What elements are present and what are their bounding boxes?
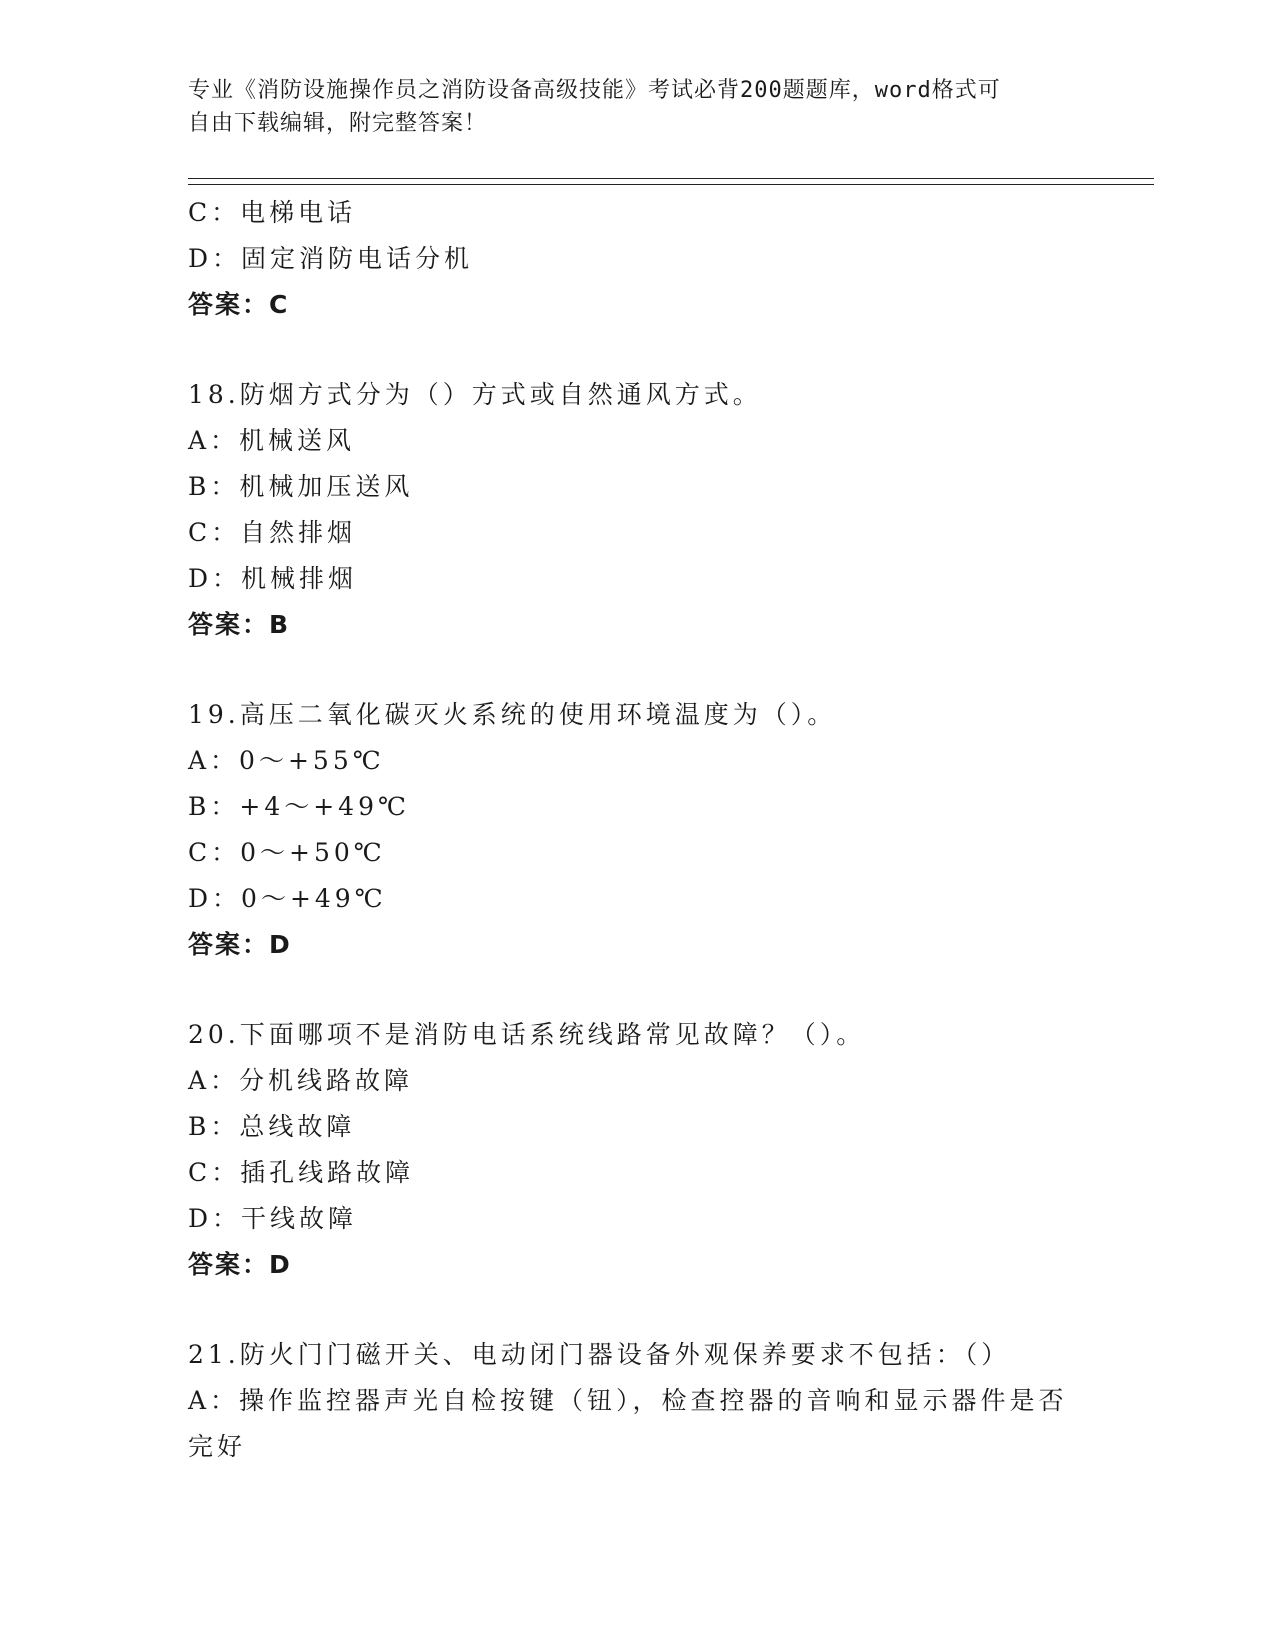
question-19	[188, 692, 1088, 968]
option-c: C：自然排烟	[188, 518, 357, 547]
option-a: A：0～+55℃	[188, 746, 385, 775]
question-list	[188, 190, 1088, 1470]
option-a: A：分机线路故障	[188, 1066, 414, 1095]
header-line-1: 专业《消防设施操作员之消防设备高级技能》考试必背200题题库，word格式可	[188, 78, 1001, 103]
option-a: A：机械送风	[188, 426, 356, 455]
option-b: B：+4～+49℃	[188, 792, 410, 821]
header-line-2: 自由下载编辑，附完整答案！	[188, 111, 488, 136]
option-c: C：插孔线路故障	[188, 1158, 415, 1187]
option-a: A：操作监控器声光自检按键（钮），检查控器的音响和显示器件是否完好	[188, 1386, 1068, 1461]
question-stem: 20.下面哪项不是消防电话系统线路常见故障？（）。	[188, 1020, 866, 1049]
answer-line: 答案：D	[188, 930, 292, 959]
option-c: C：0～+50℃	[188, 838, 386, 867]
option-d: D：干线故障	[188, 1204, 358, 1233]
question-stem: 18.防烟方式分为（）方式或自然通风方式。	[188, 380, 762, 409]
question-18	[188, 372, 1088, 648]
option-d: D：0～+49℃	[188, 884, 387, 913]
question-20	[188, 1012, 1088, 1288]
question-stem: 21.防火门门磁开关、电动闭门器设备外观保养要求不包括：（）	[188, 1340, 1011, 1369]
question-17-continuation	[188, 190, 1088, 328]
option-d: D：固定消防电话分机	[188, 244, 474, 273]
header-rule-bottom	[188, 184, 1154, 185]
answer-line: 答案：D	[188, 1250, 292, 1279]
question-stem: 19.高压二氧化碳灭火系统的使用环境温度为（）。	[188, 700, 837, 729]
document-header	[188, 74, 1088, 140]
option-b: B：总线故障	[188, 1112, 356, 1141]
answer-line: 答案：C	[188, 290, 290, 319]
question-21	[188, 1332, 1088, 1470]
option-d: D：机械排烟	[188, 564, 358, 593]
header-rule-top	[188, 178, 1154, 179]
answer-line: 答案：B	[188, 610, 291, 639]
option-c: C：电梯电话	[188, 198, 357, 227]
option-b: B：机械加压送风	[188, 472, 414, 501]
